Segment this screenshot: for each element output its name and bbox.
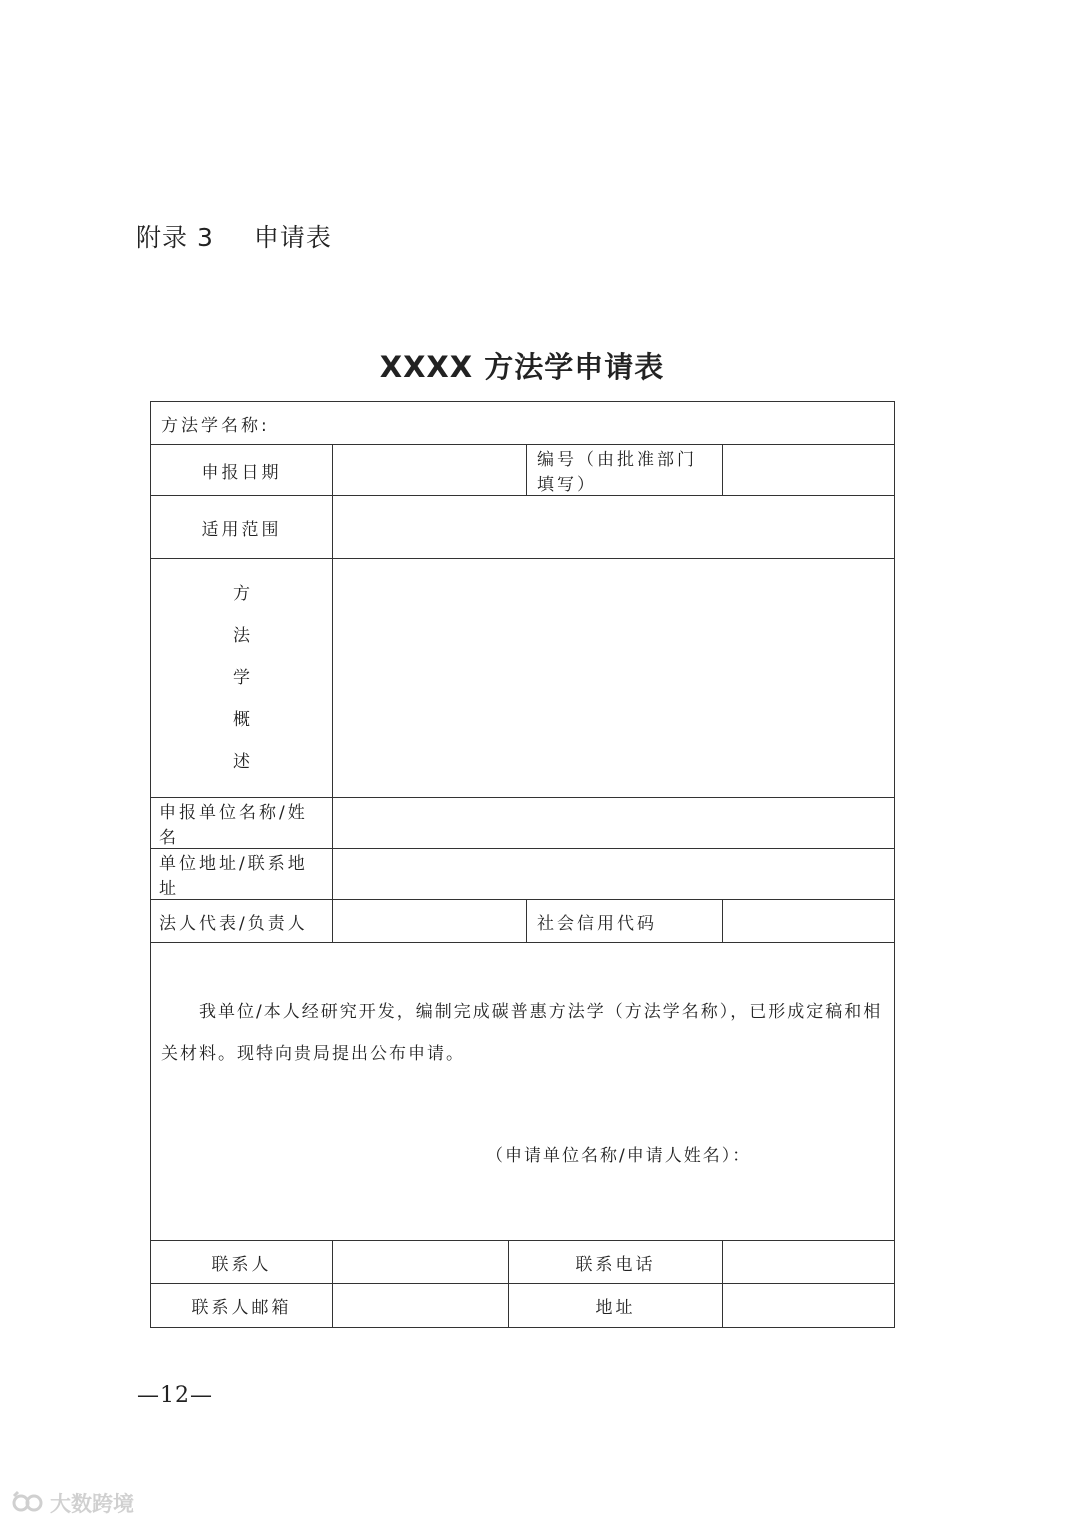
form-row-applicant <box>151 798 895 849</box>
form-row-address <box>151 849 895 900</box>
applicant-name-field[interactable] <box>333 798 895 849</box>
serial-number-label: 编号（由批准部门填写） <box>527 445 723 496</box>
contact-email-label: 联系人邮箱 <box>151 1284 333 1328</box>
form-row-scope <box>151 496 895 559</box>
legal-rep-label: 法人代表/负责人 <box>151 900 333 943</box>
overview-label-char: 概 <box>233 710 250 730</box>
brand-logo-icon <box>12 1490 46 1516</box>
form-title: XXXX 方法学申请表 <box>379 350 665 384</box>
scope-field[interactable] <box>333 496 895 559</box>
form-row-date <box>151 445 895 496</box>
form-row-methodology-name <box>151 402 895 445</box>
applicant-name-label: 申报单位名称/姓名 <box>151 798 333 849</box>
declaration-signature: （申请单位名称/申请人姓名）： <box>486 1146 752 1166</box>
appendix-label: 附录 3 <box>136 223 214 252</box>
overview-label-char: 学 <box>233 668 250 688</box>
form-row-declaration <box>151 943 895 1241</box>
address-short-label: 地址 <box>509 1284 723 1328</box>
contact-person-label: 联系人 <box>151 1241 333 1284</box>
legal-rep-field[interactable] <box>333 900 527 943</box>
application-date-label: 申报日期 <box>151 445 333 496</box>
credit-code-label: 社会信用代码 <box>527 900 723 943</box>
overview-field[interactable] <box>333 559 895 798</box>
application-form-table <box>150 401 895 1328</box>
credit-code-field[interactable] <box>723 900 895 943</box>
declaration-cell <box>151 943 895 1241</box>
methodology-name-label: 方法学名称: <box>161 415 270 436</box>
address-short-field[interactable] <box>723 1284 895 1328</box>
overview-label-char: 述 <box>233 752 250 772</box>
watermark-text: 大数跨境 <box>50 1492 134 1516</box>
page-number: —12— <box>137 1383 213 1408</box>
contact-person-field[interactable] <box>333 1241 509 1284</box>
declaration-text: 我单位/本人经研究开发，编制完成碳普惠方法学（方法学名称），已形成定稿和相关材料。现特向贵局提出公布申请。 <box>161 1002 883 1064</box>
form-row-contact <box>151 1241 895 1284</box>
scope-label: 适用范围 <box>151 496 333 559</box>
overview-label-char: 法 <box>233 626 250 646</box>
address-field[interactable] <box>333 849 895 900</box>
application-date-field[interactable] <box>333 445 527 496</box>
appendix-title: 申请表 <box>253 223 332 252</box>
form-row-email <box>151 1284 895 1328</box>
overview-label-char: 方 <box>233 584 250 604</box>
contact-email-field[interactable] <box>333 1284 509 1328</box>
appendix-heading <box>136 218 332 254</box>
serial-number-field[interactable] <box>723 445 895 496</box>
address-label: 单位地址/联系地址 <box>151 849 333 900</box>
overview-label <box>151 559 333 798</box>
watermark <box>12 1488 134 1518</box>
contact-phone-label: 联系电话 <box>509 1241 723 1284</box>
form-row-legal <box>151 900 895 943</box>
form-row-overview <box>151 559 895 798</box>
contact-phone-field[interactable] <box>723 1241 895 1284</box>
methodology-name-field[interactable] <box>151 402 895 445</box>
